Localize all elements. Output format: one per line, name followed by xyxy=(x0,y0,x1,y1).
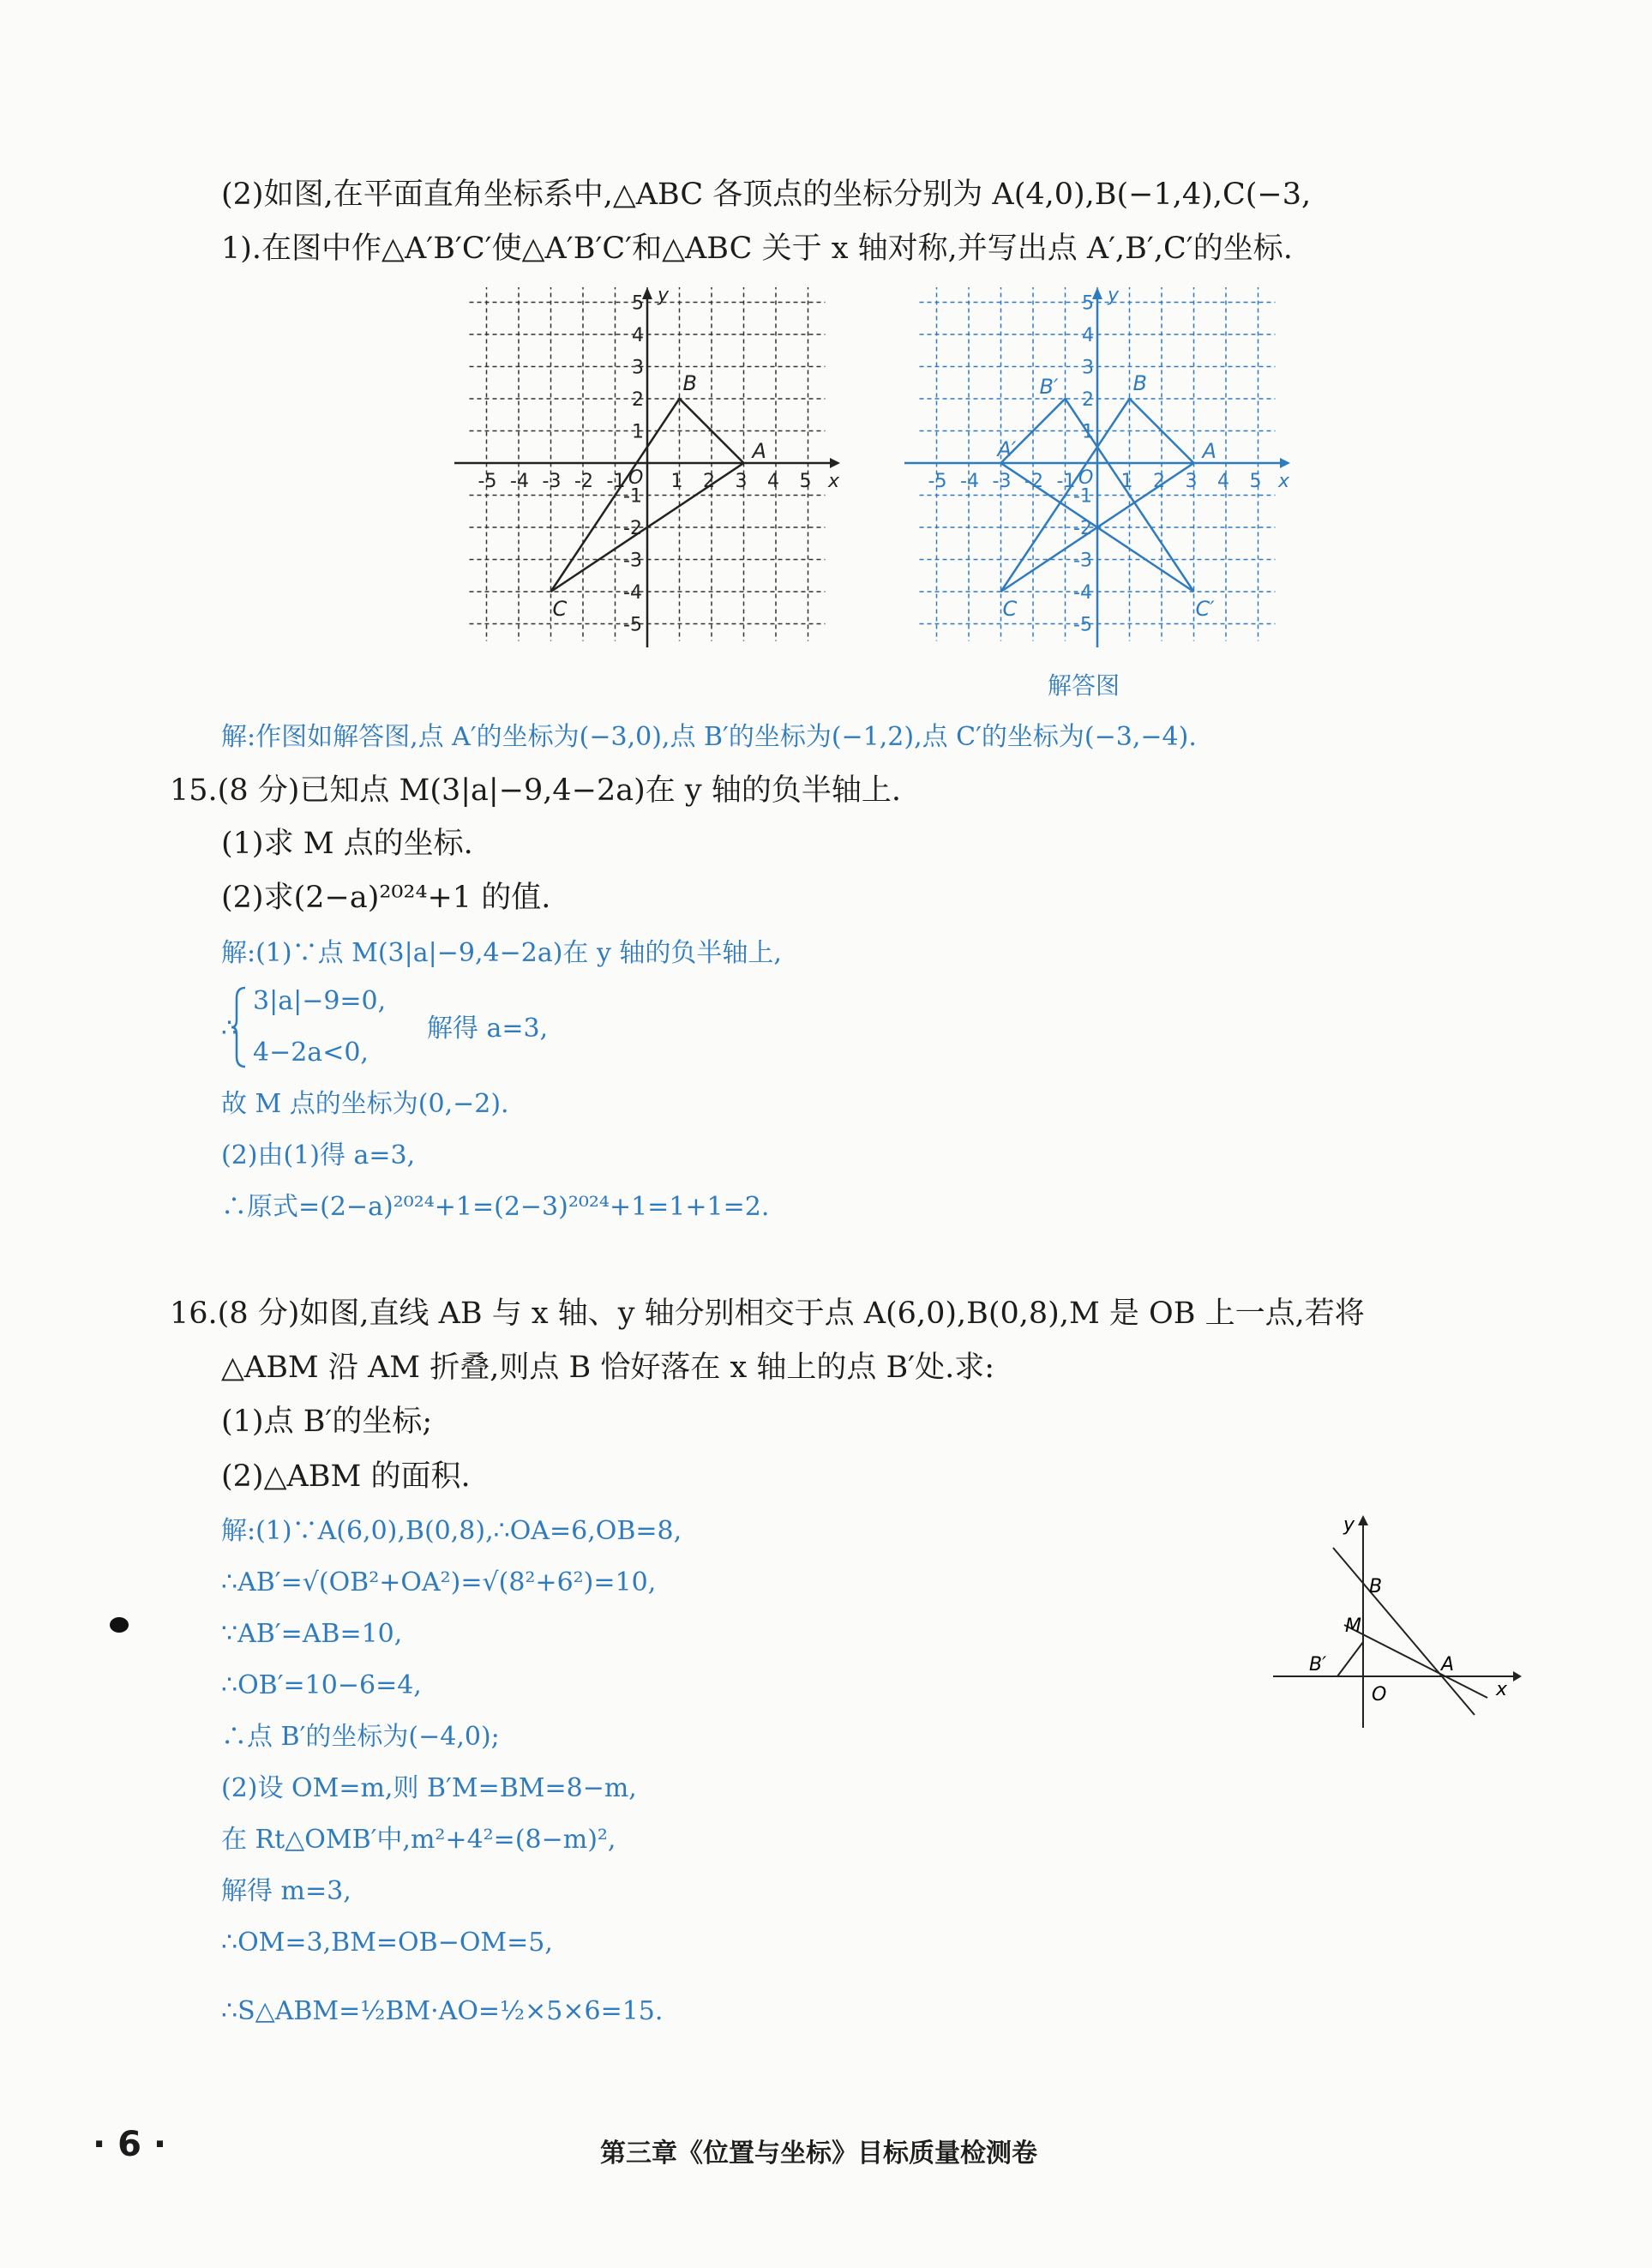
y-tick-label: -2 xyxy=(1073,518,1092,539)
point-label: B xyxy=(1132,371,1147,395)
answer-figure-caption: 解答图 xyxy=(1048,671,1120,700)
x-tick-label: -3 xyxy=(542,471,562,492)
axes xyxy=(904,287,1290,647)
y-axis-label: y xyxy=(1108,287,1120,306)
x-arrow xyxy=(1280,458,1290,468)
q16-answer-line9: ∴OM=3,BM=OB−OM=5, xyxy=(221,1928,553,1958)
x-tick-label: -4 xyxy=(960,471,979,492)
segment-bprime-m xyxy=(1337,1642,1363,1676)
q15-answer-m-coord: 故 M 点的坐标为(0,−2). xyxy=(221,1089,509,1119)
x-tick-label: -2 xyxy=(1024,471,1043,492)
x-tick-label: 2 xyxy=(703,471,715,492)
y-tick-label: -1 xyxy=(1073,485,1092,508)
point-label: A′ xyxy=(997,437,1017,461)
q16-answer-line1: 解:(1)∵A(6,0),B(0,8),∴OA=6,OB=8, xyxy=(221,1516,682,1546)
q15-answer-solve: 解得 a=3, xyxy=(427,1014,549,1044)
fig-label-m: M xyxy=(1345,1615,1361,1637)
q15-answer-therefore: ∴ xyxy=(221,1014,238,1044)
q16-answer-line8: 解得 m=3, xyxy=(221,1876,351,1906)
x-tick-label: 2 xyxy=(1153,471,1165,492)
point-label: A xyxy=(1202,439,1216,463)
tick-labels xyxy=(478,287,841,636)
page-number: · 6 · xyxy=(93,2125,167,2164)
y-tick-label: 4 xyxy=(1082,325,1094,346)
q16-answer-line6: (2)设 OM=m,则 B′M=BM=8−m, xyxy=(221,1773,637,1803)
point-label: C xyxy=(552,597,568,621)
q15-answer-eq2: 4−2a<0, xyxy=(253,1038,369,1068)
x-tick-label: -1 xyxy=(1056,471,1076,492)
tick-labels xyxy=(928,287,1291,636)
point-label: C′ xyxy=(1195,597,1215,621)
x-tick-label: -5 xyxy=(928,471,947,492)
x-arrow xyxy=(1513,1671,1522,1681)
q15-answer-eq1: 3|a|−9=0, xyxy=(253,986,387,1016)
y-tick-label: 3 xyxy=(632,357,644,379)
q15-part2: (2)求(2−a)²⁰²⁴+1 的值. xyxy=(221,881,551,915)
y-tick-label: -5 xyxy=(1073,614,1092,636)
q16-answer-line4: ∴OB′=10−6=4, xyxy=(221,1670,422,1700)
y-tick-label: 5 xyxy=(632,292,644,315)
y-tick-label: 2 xyxy=(632,389,644,411)
x-tick-label: 4 xyxy=(767,471,779,492)
q16-answer-line10: ∴S△ABM=½BM·AO=½×5×6=15. xyxy=(221,1996,664,2026)
point-label: A xyxy=(752,439,766,463)
fig-label-a: A xyxy=(1441,1654,1455,1675)
q16-answer-line5: ∴点 B′的坐标为(−4,0); xyxy=(221,1722,500,1752)
q14-part2-line1: (2)如图,在平面直角坐标系中,△ABC 各顶点的坐标分别为 A(4,0),B(−1,4),C(−3, xyxy=(221,177,1312,212)
y-tick-label: 2 xyxy=(1082,389,1094,411)
q15-part1: (1)求 M 点的坐标. xyxy=(221,827,473,861)
fig-label-o: O xyxy=(1372,1684,1387,1706)
y-tick-label: 1 xyxy=(1082,421,1094,443)
axes xyxy=(454,287,840,647)
q16-fold-figure xyxy=(1265,1513,1522,1736)
q16-answer-line3: ∵AB′=AB=10, xyxy=(221,1619,403,1649)
q14-part2-line2: 1).在图中作△A′B′C′使△A′B′C′和△ABC 关于 x 轴对称,并写出点 A′,B′,C′的坐标. xyxy=(221,232,1293,266)
ink-dot xyxy=(110,1617,129,1633)
y-tick-label: -4 xyxy=(623,582,642,604)
x-tick-label: -2 xyxy=(574,471,593,492)
x-tick-label: 5 xyxy=(1249,471,1262,492)
x-arrow xyxy=(830,458,840,468)
line-am xyxy=(1344,1625,1487,1698)
triangles-abc-and-reflection xyxy=(996,371,1216,621)
system-brace xyxy=(230,986,247,1068)
q15-title: 15.(8 分)已知点 M(3|a|−9,4−2a)在 y 轴的负半轴上. xyxy=(170,773,901,808)
y-tick-label: 1 xyxy=(632,421,644,443)
y-tick-label: -3 xyxy=(1073,550,1092,572)
point-label: B xyxy=(682,371,697,395)
q16-answer-line7: 在 Rt△OMB′中,m²+4²=(8−m)², xyxy=(221,1825,616,1855)
coordinate-grid-answer xyxy=(904,287,1290,652)
y-axis-label: y xyxy=(658,287,670,306)
x-tick-label: -1 xyxy=(606,471,626,492)
q16-part1: (1)点 B′的坐标; xyxy=(221,1405,433,1439)
y-tick-label: 5 xyxy=(1082,292,1094,315)
x-tick-label: 3 xyxy=(735,471,748,492)
fig-label-x: x xyxy=(1496,1679,1508,1700)
x-tick-label: -5 xyxy=(478,471,497,492)
chapter-title: 第三章《位置与坐标》目标质量检测卷 xyxy=(600,2139,1037,2169)
coordinate-grid-question xyxy=(454,287,840,652)
x-tick-label: 1 xyxy=(1120,471,1133,492)
y-tick-label: -1 xyxy=(623,485,642,508)
y-tick-label: -5 xyxy=(623,614,642,636)
y-tick-label: -3 xyxy=(623,550,642,572)
point-label: C xyxy=(1002,597,1018,621)
fig-label-y: y xyxy=(1343,1514,1355,1536)
x-axis-label: x xyxy=(828,471,840,492)
x-tick-label: -4 xyxy=(510,471,529,492)
y-arrow xyxy=(1358,1515,1368,1525)
point-label: B′ xyxy=(1039,375,1059,399)
q16-title-line1: 16.(8 分)如图,直线 AB 与 x 轴、y 轴分别相交于点 A(6,0),B(0,8),M 是 OB 上一点,若将 xyxy=(170,1296,1365,1331)
x-axis-label: x xyxy=(1278,471,1290,492)
x-tick-label: -3 xyxy=(992,471,1012,492)
fig-label-bprime: B′ xyxy=(1309,1654,1327,1675)
x-tick-label: 5 xyxy=(799,471,812,492)
q16-title-line2: △ABM 沿 AM 折叠,则点 B 恰好落在 x 轴上的点 B′处.求: xyxy=(221,1351,995,1385)
q16-part2: (2)△ABM 的面积. xyxy=(221,1459,471,1494)
origin-label: O xyxy=(1078,467,1094,489)
origin-label: O xyxy=(628,467,644,489)
q15-answer-line1: 解:(1)∵点 M(3|a|−9,4−2a)在 y 轴的负半轴上, xyxy=(221,938,782,968)
y-tick-label: 4 xyxy=(632,325,644,346)
q14-answer: 解:作图如解答图,点 A′的坐标为(−3,0),点 B′的坐标为(−1,2),点 C′的坐标为(−3,−4). xyxy=(221,722,1197,752)
q15-answer-part2: (2)由(1)得 a=3, xyxy=(221,1140,416,1170)
y-tick-label: -4 xyxy=(1073,582,1092,604)
q16-answer-line2: ∴AB′=√(OB²+OA²)=√(8²+6²)=10, xyxy=(221,1567,657,1597)
x-tick-label: 4 xyxy=(1217,471,1229,492)
fig-label-b: B xyxy=(1369,1576,1383,1597)
y-tick-label: -2 xyxy=(623,518,642,539)
x-tick-label: 1 xyxy=(670,471,683,492)
q15-answer-result: ∴原式=(2−a)²⁰²⁴+1=(2−3)²⁰²⁴+1=1+1=2. xyxy=(221,1192,770,1222)
y-tick-label: 3 xyxy=(1082,357,1094,379)
x-tick-label: 3 xyxy=(1185,471,1198,492)
